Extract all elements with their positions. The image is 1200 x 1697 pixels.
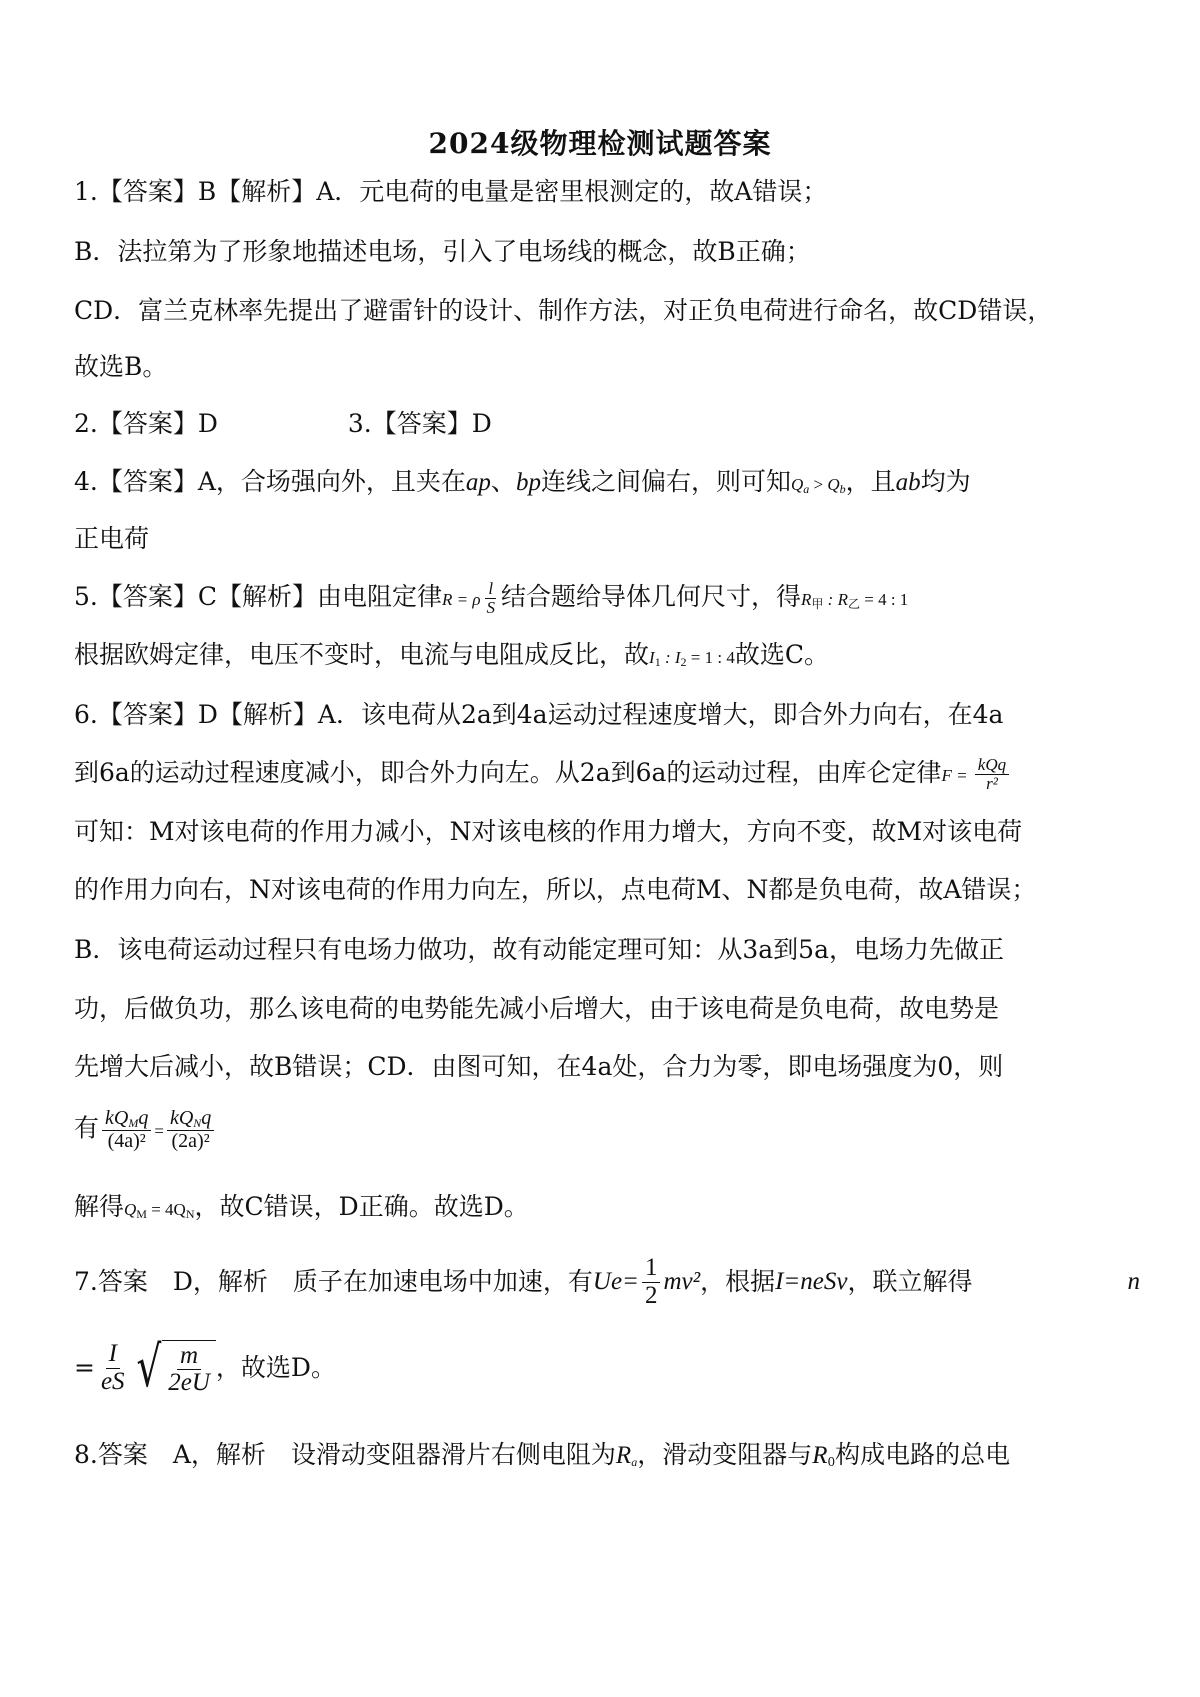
q6-coulomb-den: r²	[986, 774, 998, 793]
q2-answer: 2.【答案】D	[74, 409, 218, 438]
q8-text-b: ，滑动变阻器与	[637, 1440, 813, 1469]
q5-text-d: 故选C。	[734, 640, 829, 669]
q5-i2: : I	[660, 648, 681, 667]
q4-qb-sub: b	[839, 482, 846, 496]
q8-text-c: 构成电路的总电	[835, 1440, 1011, 1469]
q6-fraction-m	[102, 1108, 151, 1152]
q3-answer: 3.【答案】D	[347, 409, 492, 438]
q5-frac-num: l	[485, 580, 496, 599]
q4-text-d: 均为	[920, 467, 971, 496]
q6-equal-sign: =	[154, 1121, 164, 1141]
q6-line-8	[74, 1108, 1140, 1152]
q6-frac-m-num-a: kQ	[105, 1107, 129, 1129]
q4-qa-sub: a	[803, 482, 810, 496]
q5-line-2	[74, 638, 1140, 679]
q7-root-num: m	[177, 1343, 201, 1370]
q5-fraction	[484, 580, 499, 617]
q6-line-9	[74, 1190, 1140, 1231]
q6-frac-m-den: (4a)²	[107, 1129, 146, 1152]
q7-line-1	[74, 1254, 1140, 1309]
q8-r0: R	[812, 1442, 828, 1469]
q6-line-3: 可知：M对该电荷的作用力减小，N对该电核的作用力增大，方向不变，故M对该电荷	[74, 817, 1023, 846]
q1-line-1: 1.【答案】B【解析】A．元电荷的电量是密里根测定的，故A错误；	[74, 177, 828, 206]
q7-text-conclusion: ，故选D。	[215, 1353, 336, 1382]
q6-coulomb-num: kQq	[975, 756, 1009, 775]
q6-frac-n-den: (2a)²	[171, 1129, 210, 1152]
q6-frac-n-num	[167, 1108, 214, 1131]
q6-qn-sub: N	[185, 1207, 195, 1221]
q4-bp: bp	[515, 469, 541, 496]
q1-line-2: B．法拉第为了形象地描述电场，引入了电场线的概念，故B正确；	[74, 237, 811, 266]
q8-r0-sub: 0	[827, 1455, 836, 1469]
q5-current-value: = 1 : 4	[686, 648, 735, 667]
q1-line-4: 故选B。	[74, 352, 168, 381]
q7-root-fraction	[165, 1343, 213, 1397]
q4-line-1	[74, 465, 1140, 506]
q8-line-1	[74, 1438, 1140, 1479]
q7-half-num: 1	[642, 1255, 661, 1282]
q5-text-c: 根据欧姆定律，电压不变时，电流与电阻成反比，故	[74, 640, 650, 669]
q6-line-6: 功，后做负功，那么该电荷的电势能先减小后增大，由于该电荷是负电荷，故电势是	[74, 994, 1000, 1023]
q5-line-1	[74, 580, 1140, 621]
q7-current-formula: I=neSv	[775, 1268, 848, 1295]
q7-root-den: 2eU	[168, 1369, 210, 1396]
q8-text-a: 8.答案 A，解析 设滑动变阻器滑片右侧电阻为	[74, 1440, 616, 1469]
q6-text-solve: 解得	[74, 1192, 125, 1221]
q7-half-den: 2	[644, 1281, 658, 1309]
q6-qn: = 4Q	[146, 1200, 186, 1219]
q6-frac-m-num-sub: M	[128, 1116, 139, 1130]
q6-frac-n-num-b: q	[201, 1107, 212, 1129]
q6-text-a: 到6a的运动过程速度减小，即合外力向左。从2a到6a的运动过程，由库仑定律	[74, 758, 942, 787]
q6-line-1: 6.【答案】D【解析】A．该电荷从2a到4a运动过程速度增大，即合外力向右，在4a	[74, 700, 1004, 729]
q6-frac-n-num-sub: N	[193, 1116, 202, 1130]
q5-ratio-value: = 4 : 1	[859, 590, 909, 609]
q6-fraction-n	[167, 1108, 214, 1152]
q7-text-a: 7.答案 D，解析 质子在加速电场中加速，有	[74, 1267, 593, 1296]
q4-qb: Q	[827, 475, 840, 494]
q8-ra-sub: a	[631, 1455, 638, 1469]
q6-coulomb-fraction	[975, 756, 1009, 793]
q5-r-jia: R	[801, 590, 812, 609]
q6-line-2	[74, 756, 1140, 793]
q4-line-2: 正电荷	[74, 524, 150, 553]
q7-text-c: ，联立解得	[847, 1267, 973, 1296]
sqrt-radical-icon: √	[135, 1335, 161, 1400]
q6-qm-sub: M	[136, 1207, 147, 1221]
q7-mv2: mv²	[663, 1268, 701, 1295]
page-title: 2024级物理检测试题答案	[428, 127, 772, 160]
q2-q3-line	[74, 407, 1140, 441]
q5-i1: I	[649, 648, 655, 667]
q1-line-3: CD．富兰克林率先提出了避雷针的设计、制作方法，对正负电荷进行命名，故CD错误，	[74, 296, 1053, 325]
q7-equal: =	[74, 1353, 95, 1382]
q7-frac-den: eS	[100, 1367, 125, 1395]
q5-ratio	[801, 590, 908, 609]
q7-line-2	[74, 1332, 1140, 1404]
q5-resistance-formula: R = ρ	[441, 590, 481, 609]
q5-frac-den: S	[486, 598, 495, 617]
q5-text-b: 结合题给导体几何尺寸，得	[501, 582, 802, 611]
q5-text-a: 5.【答案】C【解析】由电阻定律	[74, 582, 442, 611]
q6-frac-m-num	[102, 1108, 151, 1131]
q6-frac-n-num-a: kQ	[169, 1107, 194, 1129]
q4-text-c: ，且	[845, 467, 896, 496]
q5-r-jia-sub: 甲	[811, 597, 824, 611]
q6-result	[124, 1200, 195, 1219]
q6-coulomb-lhs: F =	[941, 766, 972, 785]
q6-line-4: 的作用力向右，N对该电荷的作用力向左，所以，点电荷M、N都是负电荷，故A错误；	[74, 875, 1037, 904]
q4-inequality	[791, 475, 846, 494]
q5-i1-sub: 1	[654, 655, 661, 669]
q7-frac-num: I	[106, 1341, 120, 1368]
q6-line-5: B．该电荷运动过程只有电场力做功，故有动能定理可知：从3a到5a，电场力先做正	[74, 935, 1004, 964]
q7-i-over-es	[98, 1341, 128, 1395]
q6-text-you: 有	[74, 1113, 100, 1143]
q7-n: n	[1127, 1268, 1140, 1295]
q6-text-conclusion: ，故C错误，D正确。故选D。	[194, 1192, 529, 1221]
q5-r-yi: : R	[823, 590, 848, 609]
q8-ra: R	[615, 1442, 632, 1469]
q5-r-yi-sub: 乙	[847, 597, 860, 611]
q4-qa: Q	[790, 475, 804, 494]
q4-ap: ap	[465, 469, 491, 496]
q6-line-7: 先增大后减小，故B错误；CD．由图可知，在4a处，合力为零，即电场强度为0，则	[74, 1052, 1004, 1081]
q7-sqrt	[131, 1335, 216, 1400]
q4-gt: >	[809, 475, 828, 494]
q6-frac-m-num-b: q	[138, 1107, 149, 1129]
q4-text-b: 连线之间偏右，则可知	[540, 467, 791, 496]
q7-half-fraction	[642, 1255, 661, 1309]
q5-i2-sub: 2	[680, 655, 687, 669]
q4-sep: 、	[490, 467, 516, 496]
q7-text-b: ，根据	[700, 1267, 776, 1296]
q4-ab: ab	[895, 469, 921, 496]
q7-ue: Ue=	[592, 1268, 639, 1295]
q4-text-a: 4.【答案】A，合场强向外，且夹在	[74, 467, 466, 496]
q6-qm: Q	[124, 1200, 137, 1219]
q5-current-ratio	[649, 648, 735, 667]
